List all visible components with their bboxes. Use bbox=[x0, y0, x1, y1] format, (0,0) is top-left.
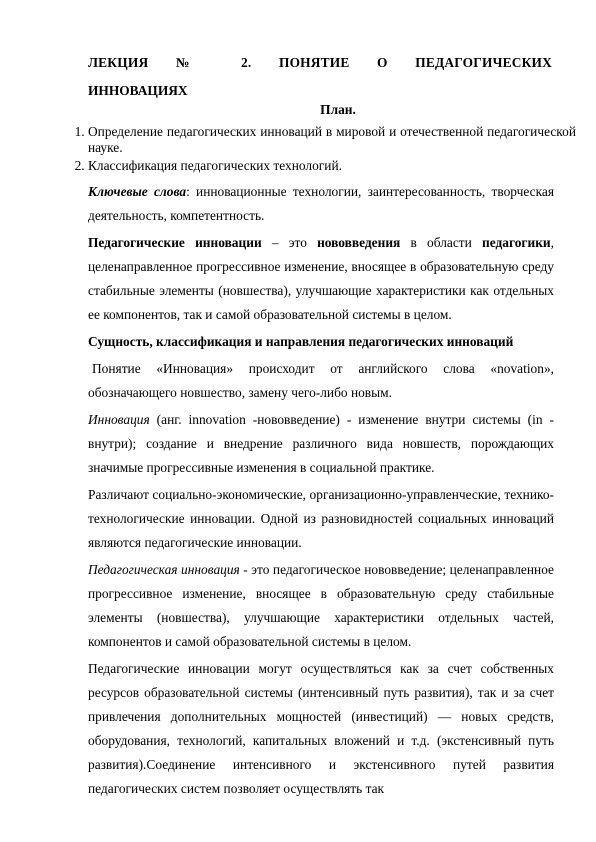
document-body bbox=[88, 180, 554, 804]
definition-innovation bbox=[88, 408, 554, 480]
section-heading: Сущность, классификация и направления педагогических инноваций bbox=[88, 334, 514, 349]
definition-term: Педагогические инновации bbox=[88, 235, 262, 250]
definition-text: (анг. innovation -нововведение) - изменение внутри системы (in - внутри); создание и внедрение различного вида новшеств, порождающих значимые прогрессивные изменения в социальной практике. bbox=[88, 412, 554, 475]
definition-text: , целенаправленное прогрессивное изменение, вносящее в образовательную среду стабильные элементы (новшества), улучшающие характеристики как отдельных ее компонентов, так и самой образовательной системы в целом. bbox=[88, 235, 554, 322]
definition-term-bold: нововведения bbox=[317, 235, 401, 250]
origin-paragraph: Понятие «Инновация» происходит от английского слова «novation», обозначающего новшество, замену чего-либо новым. bbox=[88, 361, 554, 400]
plan-item: 1. Определение педагогических инноваций в мировой и отечественной педагогической науке. bbox=[88, 124, 576, 155]
definition-pedagogical-innovations bbox=[88, 231, 554, 327]
definition-text: это bbox=[288, 235, 318, 250]
definition-text: - это педагогическое нововведение; целенаправленное прогрессивное изменение, вносящее в образовательную среду стабильные элементы (новшества), улучшающие характеристики отдельных частей, компонентов и самой образовательной системы в целом. bbox=[88, 562, 555, 649]
definition-term: Педагогическая инновация bbox=[88, 562, 240, 577]
resources-paragraph: Педагогические инновации могут осуществляться как за счет собственных ресурсов образовательной системы (интенсивный путь развития), так и за счет привлечения дополнительных мощностей (инвестиций) — новых средств, оборудования, технологий, капитальных вложений и т.д. (экстенсивный путь развития).Соединение интенсивного и экстенсивного путей развития педагогических систем позволяет осуществлять так bbox=[88, 661, 554, 796]
definition-term: Инновация bbox=[88, 412, 150, 427]
plan-heading: План. bbox=[320, 102, 356, 117]
definition-dash: – bbox=[261, 235, 289, 250]
lecture-title: ЛЕКЦИЯ № 2. ПОНЯТИЕ О ПЕДАГОГИЧЕСКИХ bbox=[88, 55, 552, 70]
plan-list bbox=[66, 124, 576, 177]
definition-term-bold: педагогики bbox=[482, 235, 551, 250]
keywords-text: : инновационные технологии, заинтересованность, творческая деятельность, компетентность. bbox=[88, 184, 555, 223]
keywords-label: Ключевые слова bbox=[88, 184, 187, 199]
lecture-title-continued: ИННОВАЦИЯХ bbox=[88, 83, 188, 98]
plan-item: 2. Классификация педагогических технологий. bbox=[88, 158, 576, 174]
definition-text: в области bbox=[400, 235, 483, 250]
definition-pedagogical-innovation bbox=[88, 558, 554, 654]
keywords-paragraph bbox=[88, 180, 554, 228]
distinguish-paragraph: Различают социально-экономические, организационно-управленческие, технико-технологические инновации. Одной из разновидностей социальных инноваций являются педагогические инновации. bbox=[88, 487, 554, 550]
